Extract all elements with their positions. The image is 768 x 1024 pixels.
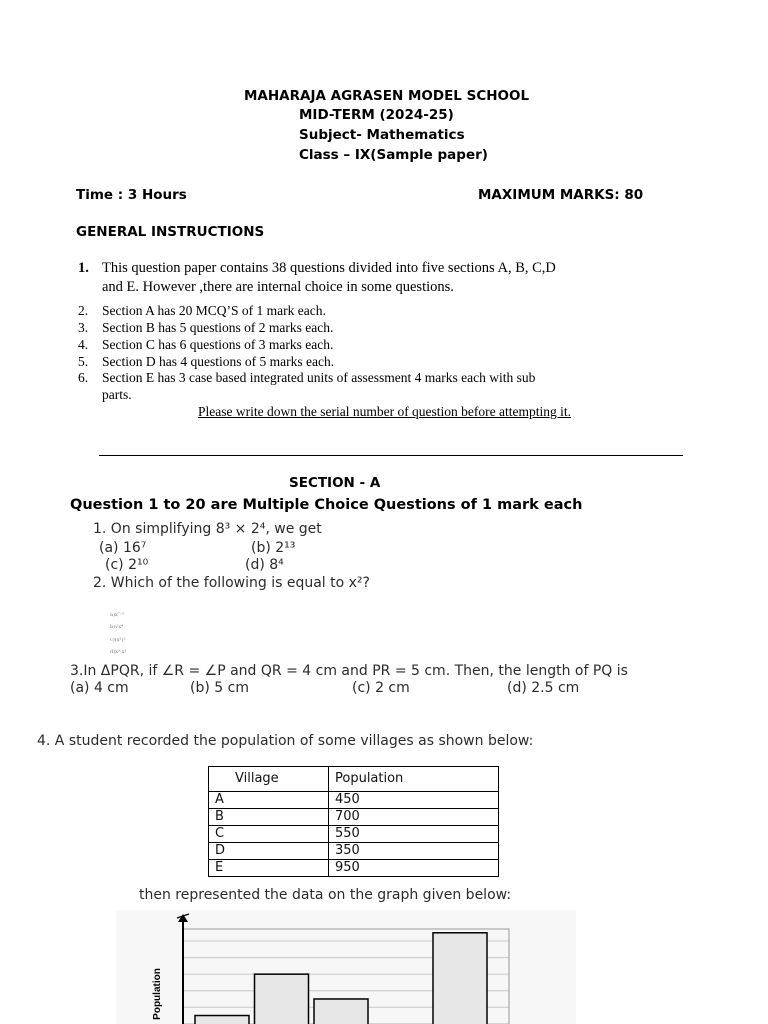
table-row [209, 809, 499, 826]
bar-village-c [314, 999, 368, 1024]
table-row [209, 860, 499, 877]
question-4-text: 4. A student recorded the population of some villages as shown below: [37, 733, 534, 749]
y-axis-label: Population [152, 968, 163, 1020]
question-1-option-c: (c) 2¹⁰ [105, 557, 149, 573]
class-line: Class – IX(Sample paper) [299, 147, 488, 163]
question-2-option-c: c)(x²)² [110, 637, 126, 643]
question-3-option-d: (d) 2.5 cm [507, 680, 580, 696]
instruction-note: Please write down the serial number of question before attempting it. [198, 404, 572, 419]
table-row [209, 843, 499, 860]
instruction-item-2 [78, 302, 326, 319]
instruction-item-4 [78, 336, 333, 353]
population-bar-chart [116, 910, 576, 1024]
population-table [208, 766, 499, 877]
table-row [209, 826, 499, 843]
instruction-text: Section C has 6 questions of 3 marks each. [102, 337, 334, 352]
question-3-option-b: (b) 5 cm [190, 680, 249, 696]
question-1-text: 1. On simplifying 8³ × 2⁴, we get [93, 521, 322, 537]
instruction-item-5 [78, 353, 334, 370]
instruction-item-1 [78, 259, 556, 297]
table-header-row [209, 767, 499, 792]
table-header-population: Population [329, 767, 499, 792]
table-cell-population: 350 [329, 843, 499, 860]
table-cell-village: A [209, 792, 329, 809]
question-2-option-a: a)x⁷⁻⁵ [110, 612, 125, 618]
table-header-village: Village [209, 767, 329, 792]
max-marks-label: MAXIMUM MARKS: 80 [478, 187, 644, 203]
question-3-option-a: (a) 4 cm [70, 680, 129, 696]
instruction-text-cont: parts. [102, 387, 132, 402]
bar-village-b [255, 974, 309, 1024]
graph-caption: then represented the data on the graph given below: [139, 887, 512, 903]
instruction-item-6 [78, 369, 535, 403]
table-cell-population: 700 [329, 809, 499, 826]
table-row [209, 792, 499, 809]
time-label: Time : 3 Hours [76, 187, 187, 203]
instruction-number: 3. [78, 320, 89, 335]
instruction-number: 6. [78, 370, 89, 385]
instruction-number: 4. [78, 337, 89, 352]
table-cell-population: 450 [329, 792, 499, 809]
section-subtitle: Question 1 to 20 are Multiple Choice Questions of 1 mark each [70, 497, 583, 513]
question-3-option-c: (c) 2 cm [352, 680, 410, 696]
question-1-option-d: (d) 8⁴ [245, 557, 284, 573]
instructions-heading: GENERAL INSTRUCTIONS [76, 224, 265, 240]
question-1-option-a: (a) 16⁷ [99, 540, 147, 556]
instruction-text-cont: and E. However ,there are internal choice in some questions. [102, 279, 454, 295]
subject-line: Subject- Mathematics [299, 127, 465, 143]
instruction-text: Section E has 3 case based integrated units of assessment 4 marks each with sub [102, 370, 536, 385]
section-title: SECTION - A [289, 475, 381, 491]
bar-village-e [433, 933, 487, 1024]
divider-line [99, 455, 683, 456]
instruction-item-3 [78, 319, 333, 336]
instruction-number: 5. [78, 354, 89, 369]
question-2-text: 2. Which of the following is equal to x²? [93, 575, 370, 591]
instruction-number: 1. [78, 260, 89, 276]
question-2-option-b: b)√x⁴ [110, 624, 124, 630]
table-cell-village: D [209, 843, 329, 860]
table-cell-village: B [209, 809, 329, 826]
question-2-option-d: d)x³·x¹ [110, 649, 127, 655]
exam-title: MID-TERM (2024-25) [299, 107, 454, 123]
question-1-option-b: (b) 2¹³ [251, 540, 296, 556]
instruction-text: This question paper contains 38 questions divided into five sections A, B, C,D [102, 260, 556, 276]
table-cell-population: 950 [329, 860, 499, 877]
instruction-text: Section A has 20 MCQ’S of 1 mark each. [102, 303, 326, 318]
table-cell-population: 550 [329, 826, 499, 843]
instruction-text: Section D has 4 questions of 5 marks each. [102, 354, 335, 369]
table-cell-village: E [209, 860, 329, 877]
instruction-text: Section B has 5 questions of 2 marks each. [102, 320, 334, 335]
table-cell-village: C [209, 826, 329, 843]
question-3-text: 3.In ΔPQR, if ∠R = ∠P and QR = 4 cm and PR = 5 cm. Then, the length of PQ is [70, 663, 628, 679]
bar-village-a [195, 1016, 249, 1024]
school-name: MAHARAJA AGRASEN MODEL SCHOOL [244, 88, 530, 104]
instruction-number: 2. [78, 303, 89, 318]
